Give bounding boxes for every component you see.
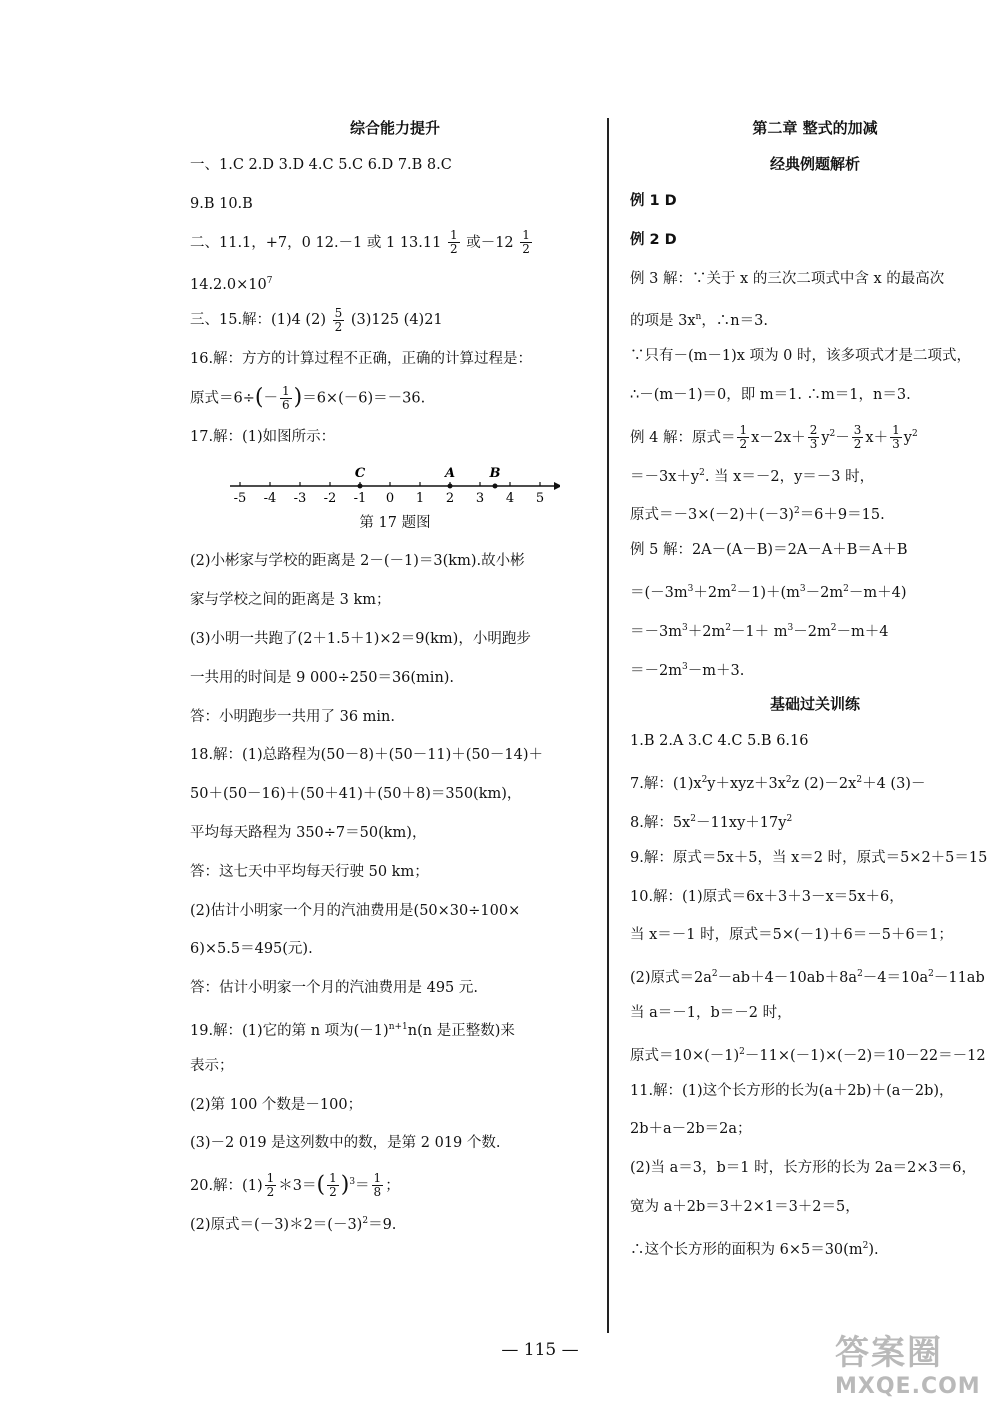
left-paren: ( xyxy=(316,1172,326,1198)
text-fragment: x－2x＋ xyxy=(751,429,806,446)
text-fragment: －ab＋4－10ab＋8a xyxy=(717,969,858,986)
denominator: 3 xyxy=(809,437,818,452)
exponent: 2 xyxy=(701,775,708,786)
text-fragment: －1)＋(m xyxy=(736,584,800,601)
exponent: 3 xyxy=(349,1177,356,1188)
text-fragment: －11×(－1)×(－2)＝10－22＝－12 xyxy=(744,1047,986,1064)
exponent: 2 xyxy=(856,775,863,786)
answer-line xyxy=(630,454,1000,493)
text-fragment: －m＋3. xyxy=(687,662,745,679)
tick-label: 1 xyxy=(415,491,425,505)
answer-line: 答：小明跑步一共用了 36 min. xyxy=(190,708,396,725)
exponent: 3 xyxy=(681,622,688,633)
exponent: 2 xyxy=(739,1046,745,1057)
answer-line: 平均每天路程为 350÷7＝50(km)， xyxy=(190,824,427,841)
text-fragment: 14.2.0×10 xyxy=(190,277,267,294)
text-fragment: 三、15.解：(1)4 (2) xyxy=(190,312,326,329)
text-fragment: (2)原式＝(－3)＊2＝(－3) xyxy=(190,1216,363,1233)
exponent: 2 xyxy=(725,622,731,633)
text-fragment: 19.解：(1)它的第 n 项为(－1) xyxy=(190,1022,389,1039)
text-fragment: －11xy＋17y xyxy=(695,814,787,831)
exponent: 2 xyxy=(690,813,696,824)
text-fragment: ＝(－3m xyxy=(630,584,688,601)
text-fragment: － xyxy=(835,429,850,446)
text-fragment: z (2)－2x xyxy=(791,775,857,792)
fraction xyxy=(448,229,460,256)
answer-line: 宽为 a＋2b＝3＋2×1＝3＋2＝5， xyxy=(630,1198,860,1215)
numerator: 1 xyxy=(739,423,748,438)
answer-line: 10.解：(1)原式＝6x＋3＋3－x＝5x＋6， xyxy=(630,888,904,905)
figure-caption: 第 17 题图 xyxy=(359,515,431,532)
text-fragment: －4＝10a xyxy=(862,969,929,986)
tick-label: -1 xyxy=(353,491,367,505)
text-fragment: 二、11.1，+7，0 12.－1 或 1 13.11 xyxy=(190,234,442,251)
fraction xyxy=(737,424,749,451)
numerator: 5 xyxy=(334,305,343,320)
answer-line: 例 3 解：∵关于 x 的三次二项式中含 x 的最高次 xyxy=(630,270,945,287)
exponent: 2 xyxy=(857,969,863,980)
exponent: n xyxy=(695,312,702,323)
fraction xyxy=(265,1172,277,1199)
text-fragment: n(n 是正整数)来 xyxy=(407,1022,515,1039)
example-line: 例 1 D xyxy=(630,193,677,209)
tick-label: -5 xyxy=(233,491,247,505)
exponent: 2 xyxy=(785,775,792,786)
tick-label: -4 xyxy=(263,491,277,505)
right-paren: ) xyxy=(293,384,303,410)
denominator: 2 xyxy=(522,242,530,257)
text-fragment: －1＋ m xyxy=(730,623,788,640)
answer-line: 18.解：(1)总路程为(50－8)＋(50－11)＋(50－14)＋ xyxy=(190,747,544,764)
denominator: 2 xyxy=(266,1185,275,1200)
text-fragment: ＋2m xyxy=(693,584,731,601)
answer-line xyxy=(630,298,1000,337)
text-fragment: － xyxy=(263,390,278,407)
denominator: 2 xyxy=(739,437,748,452)
answer-line xyxy=(190,379,600,418)
text-fragment: ＝－3x＋y xyxy=(630,468,700,485)
left-paren: ( xyxy=(254,384,264,410)
text-fragment: ＋4 (3)－ xyxy=(862,775,926,792)
text-fragment: 原式＝10×(－1) xyxy=(630,1047,740,1064)
numerator: 1 xyxy=(329,1171,337,1186)
numerator: 2 xyxy=(809,423,818,438)
exponent: 2 xyxy=(862,1240,869,1251)
answer-line xyxy=(190,224,600,263)
text-fragment: y xyxy=(903,429,912,446)
exponent: 2 xyxy=(911,428,918,439)
text-fragment: 8.解：5x xyxy=(630,814,691,831)
tick-label: 0 xyxy=(385,491,395,505)
numerator: 1 xyxy=(892,423,900,438)
answer-line xyxy=(190,1008,600,1047)
numerator: 1 xyxy=(522,228,530,243)
answer-line: 表示； xyxy=(190,1057,234,1074)
answer-line: 9.解：原式＝5x＋5，当 x＝2 时，原式＝5×2＋5＝15 xyxy=(630,849,988,866)
text-fragment: (2)原式＝2a xyxy=(630,969,712,986)
answer-line: 答：估计小明家一个月的汽油费用是 495 元. xyxy=(190,980,479,997)
column-divider xyxy=(607,118,609,1333)
exponent: 2 xyxy=(711,969,718,980)
point-label: C xyxy=(354,466,366,482)
text-fragment: －2m xyxy=(793,623,831,640)
tick-label: -2 xyxy=(323,491,337,505)
text-fragment: ＝－2m xyxy=(630,662,682,679)
answer-line: (2)估计小明家一个月的汽油费用是(50×30÷100× xyxy=(190,902,521,919)
text-fragment: (3)125 (4)21 xyxy=(350,312,443,329)
right-paren: ) xyxy=(340,1172,350,1198)
answer-line: 11.解：(1)这个长方形的长为(a＋2b)＋(a－2b)， xyxy=(630,1082,954,1099)
answer-line: 50＋(50－16)＋(50＋41)＋(50＋8)＝350(km)， xyxy=(190,786,522,803)
denominator: 3 xyxy=(892,437,900,452)
answer-line: 当 a＝－1，b＝－2 时， xyxy=(630,1004,792,1021)
text-fragment: y xyxy=(821,429,830,446)
number-line-figure xyxy=(190,456,600,504)
example-line: 例 2 D xyxy=(630,231,677,248)
answer-line: (3)小明一共跑了(2＋1.5＋1)×2＝9(km)，小明跑步 xyxy=(190,630,531,647)
answer-line: 16.解：方方的计算过程不正确，正确的计算过程是： xyxy=(190,350,533,367)
point-label: A xyxy=(444,466,456,482)
answer-line xyxy=(630,609,1000,648)
answer-line xyxy=(630,648,1000,687)
text-fragment: y＋xyz＋3x xyxy=(707,775,786,792)
answer-line: 一、1.C 2.D 3.D 4.C 5.C 6.D 7.B 8.C xyxy=(190,157,452,173)
text-fragment: ＝6＋9＝15. xyxy=(799,507,885,524)
answer-line xyxy=(630,800,1000,839)
text-fragment: ＝－3m xyxy=(630,623,682,640)
text-fragment: 的项是 3x xyxy=(630,313,696,330)
section-title-right: 经典例题解析 xyxy=(769,155,860,173)
answer-line: 一共用的时间是 9 000÷250＝36(min). xyxy=(190,669,455,686)
fraction xyxy=(808,424,820,451)
exponent: 3 xyxy=(687,583,694,594)
point-dot xyxy=(358,484,363,489)
answer-line: ∴－(m－1)＝0，即 m＝1. ∴m＝1，n＝3. xyxy=(630,386,911,403)
section-title-right: 基础过关训练 xyxy=(769,695,860,714)
exponent: 2 xyxy=(829,428,836,439)
answer-line: ∵只有－(m－1)x 项为 0 时，该多项式才是二项式， xyxy=(630,348,972,365)
fraction xyxy=(280,385,292,412)
denominator: 6 xyxy=(281,397,290,412)
exponent: 2 xyxy=(362,1215,369,1226)
exponent: 2 xyxy=(843,583,849,594)
exponent: 2 xyxy=(699,467,705,478)
answer-line xyxy=(190,301,600,340)
fraction xyxy=(520,229,532,256)
fraction xyxy=(327,1172,339,1199)
numerator: 1 xyxy=(266,1171,275,1186)
text-fragment: 原式＝－3×(－2)＋(－3) xyxy=(630,507,794,524)
answer-line: 9.B 10.B xyxy=(190,195,253,212)
text-fragment: x＋ xyxy=(865,429,889,446)
text-fragment: 7.解：(1)x xyxy=(630,775,702,792)
numerator: 1 xyxy=(449,228,458,243)
answer-line xyxy=(630,570,1000,609)
exponent: 2 xyxy=(830,622,837,633)
exponent: 2 xyxy=(928,969,934,980)
text-fragment: －m＋4 xyxy=(836,623,889,640)
watermark-top-text: 答案圈 xyxy=(835,1333,943,1373)
answer-line: (2)当 a＝3，b＝1 时，长方形的长为 2a＝2×3＝6， xyxy=(630,1160,976,1177)
answer-line: 6)×5.5＝495(元). xyxy=(190,941,313,958)
answer-line: 家与学校之间的距离是 3 km； xyxy=(190,592,391,609)
exponent: 3 xyxy=(787,622,794,633)
text-fragment: ，∴n＝3. xyxy=(701,313,768,330)
text-fragment: ＝6×(－6)＝－36. xyxy=(302,390,426,407)
numerator: 3 xyxy=(853,423,862,438)
exponent: 2 xyxy=(786,813,793,824)
point-dot xyxy=(493,484,498,489)
point-label: B xyxy=(489,466,501,482)
answer-line: 17.解：(1)如图所示： xyxy=(190,428,336,445)
answer-line: (3)－2 019 是这列数中的数，是第 2 019 个数. xyxy=(190,1135,501,1152)
answer-line: 2b＋a－2b＝2a； xyxy=(630,1121,752,1138)
section-title-left: 综合能力提升 xyxy=(349,119,440,137)
text-fragment: －2m xyxy=(805,584,844,601)
answer-line xyxy=(630,761,1000,800)
answer-line: (2)小彬家与学校的距离是 2－(－1)＝3(km).故小彬 xyxy=(190,553,525,570)
exponent: 3 xyxy=(681,661,688,672)
answer-line xyxy=(630,955,1000,994)
answer-line xyxy=(630,415,1000,454)
text-fragment: －11ab xyxy=(933,969,985,986)
answer-line xyxy=(190,262,600,301)
exponent: 2 xyxy=(730,583,737,594)
tick-label: 2 xyxy=(445,491,455,505)
text-fragment: ). xyxy=(868,1241,879,1258)
point-dot xyxy=(448,484,453,489)
denominator: 2 xyxy=(329,1185,337,1200)
answer-line xyxy=(630,1033,1000,1072)
fraction xyxy=(890,424,902,451)
answer-line: (2)第 100 个数是－100； xyxy=(190,1096,363,1113)
tick-label: 3 xyxy=(475,491,485,505)
text-fragment: ＝ xyxy=(355,1177,370,1194)
fraction xyxy=(372,1172,384,1199)
watermark-bottom-text: MXQE.COM xyxy=(835,1374,981,1399)
answer-line: 1.B 2.A 3.C 4.C 5.B 6.16 xyxy=(630,733,809,750)
denominator: 2 xyxy=(449,242,458,257)
answer-line xyxy=(190,1202,600,1241)
exponent: 2 xyxy=(793,506,800,517)
answer-line xyxy=(630,1227,1000,1266)
text-fragment: ＋2m xyxy=(687,623,726,640)
text-fragment: ＊3＝ xyxy=(278,1177,317,1194)
text-fragment: －m＋4) xyxy=(848,584,907,601)
answer-line xyxy=(630,492,1000,531)
answer-line: 例 5 解：2A－(A－B)＝2A－A＋B＝A＋B xyxy=(630,542,908,559)
chapter-title: 第二章 整式的加减 xyxy=(752,119,878,137)
denominator: 2 xyxy=(334,319,343,334)
text-fragment: ∴这个长方形的面积为 6×5＝30(m xyxy=(630,1241,863,1258)
tick-label: 5 xyxy=(535,491,545,505)
exponent: 3 xyxy=(799,583,806,594)
answer-line: 答：这七天中平均每天行驶 50 km； xyxy=(190,863,429,880)
fraction xyxy=(333,307,345,334)
text-fragment: 或－12 xyxy=(466,234,514,251)
numerator: 1 xyxy=(281,383,290,398)
exponent: n+1 xyxy=(388,1021,408,1032)
fraction xyxy=(852,424,864,451)
page-number: — 115 — xyxy=(501,1340,579,1360)
left-column xyxy=(190,110,600,1241)
text-fragment: ＝9. xyxy=(368,1216,397,1233)
number-line xyxy=(220,456,560,504)
text-fragment: . 当 x＝－2，y＝－3 时， xyxy=(704,468,875,485)
exponent: 7 xyxy=(266,276,273,287)
tick-label: 4 xyxy=(505,491,515,505)
text-fragment: 例 4 解：原式＝ xyxy=(630,429,736,446)
answer-line: 当 x＝－1 时，原式＝5×(－1)＋6＝－5＋6＝1； xyxy=(630,927,953,944)
watermark-logo xyxy=(835,1325,995,1415)
right-column xyxy=(630,110,1000,1266)
text-fragment: ； xyxy=(385,1177,400,1194)
text-fragment: 原式＝6÷ xyxy=(190,390,255,407)
tick-label: -3 xyxy=(293,491,307,505)
numerator: 1 xyxy=(373,1171,382,1186)
axis-arrow xyxy=(554,482,560,490)
answer-line xyxy=(190,1163,600,1202)
denominator: 2 xyxy=(853,437,862,452)
text-fragment: 20.解：(1) xyxy=(190,1177,263,1194)
denominator: 8 xyxy=(373,1185,382,1200)
